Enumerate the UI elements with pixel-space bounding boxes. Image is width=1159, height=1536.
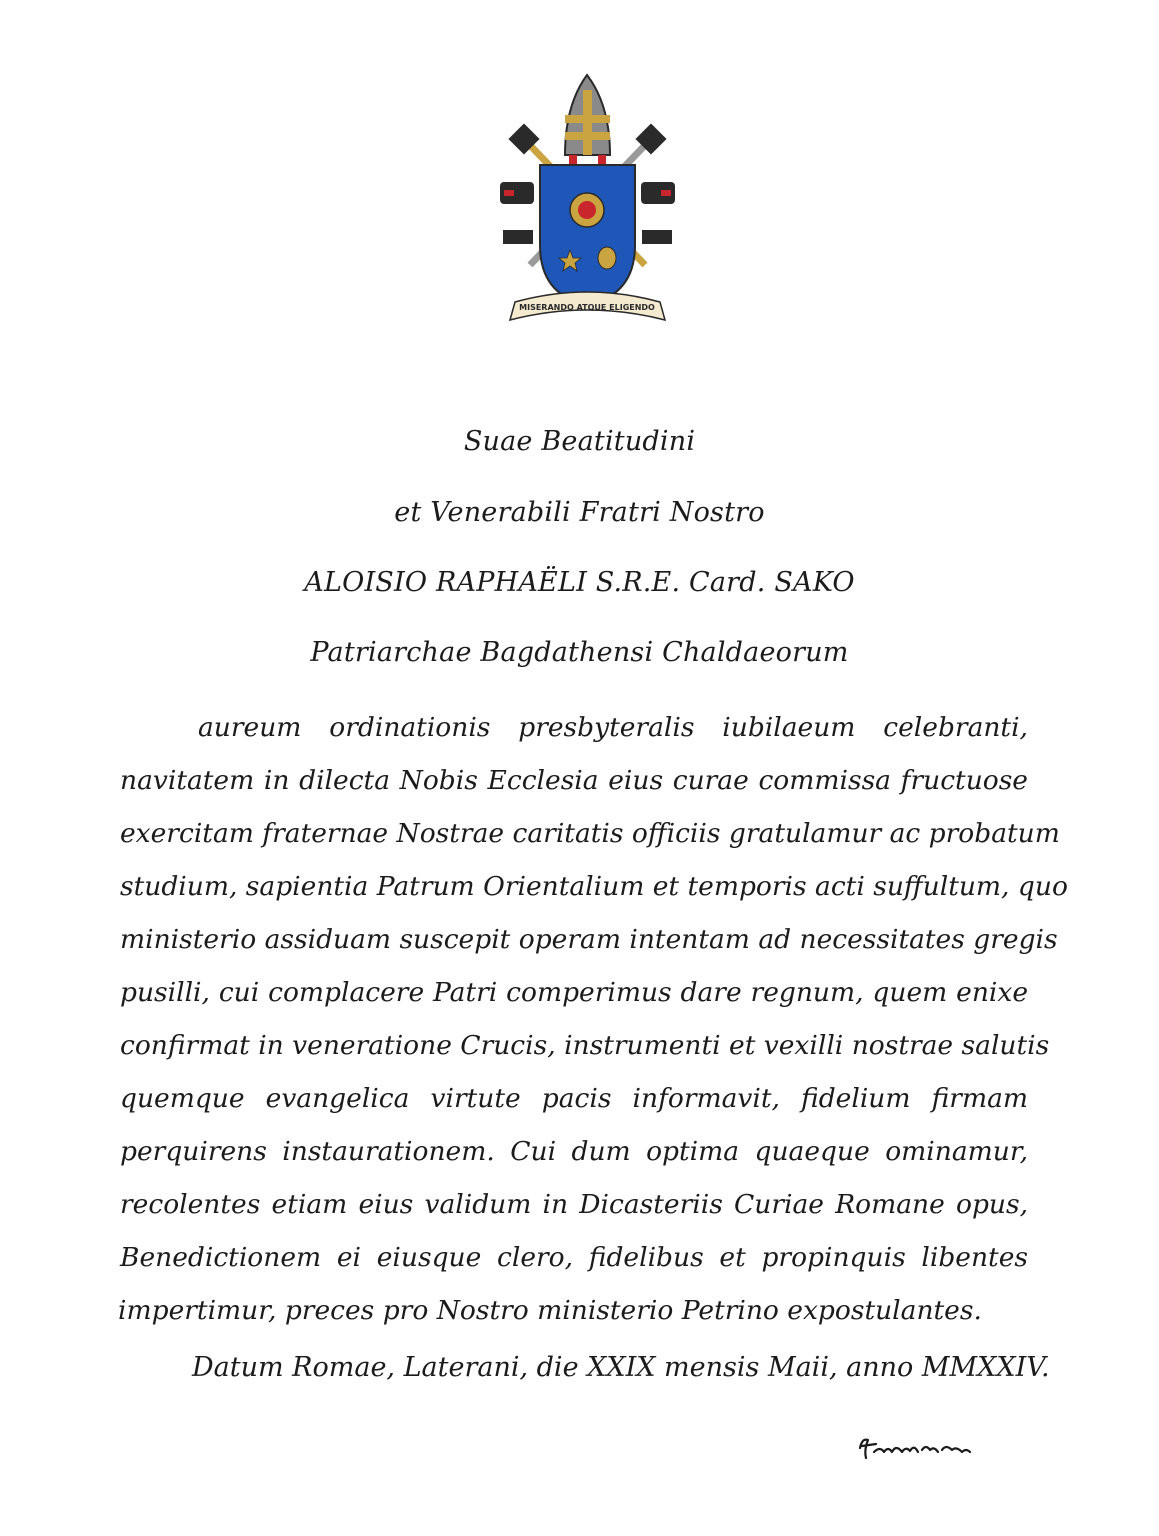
address-recipient-name: ALOISIO RAPHAËLI S.R.E. Card. SAKO bbox=[304, 567, 855, 598]
address-line-1: Suae Beatitudini bbox=[463, 426, 696, 457]
address-line-4: Patriarchae Bagdathensi Chaldaeorum bbox=[310, 637, 849, 668]
address-line-2: et Venerabili Fratri Nostro bbox=[394, 497, 765, 528]
body-line: ministerio assiduam suscepit operam intentam ad necessitates gregis bbox=[120, 924, 1058, 955]
dateline: Datum Romae, Laterani, die XXIX mensis Maii, anno MMXXIV. bbox=[192, 1352, 1050, 1383]
body-line: navitatem in dilecta Nobis Ecclesia eius curae commissa fructuose bbox=[120, 765, 1028, 796]
body-line: studium, sapientia Patrum Orientalium et temporis acti suffultum, quo bbox=[120, 871, 1068, 902]
papal-coat-of-arms bbox=[495, 70, 680, 335]
body-line: pusilli, cui complacere Patri comperimus dare regnum, quem enixe bbox=[120, 977, 1028, 1008]
body-line: confirmat in veneratione Crucis, instrumenti et vexilli nostrae salutis bbox=[120, 1030, 1050, 1061]
body-line-last: impertimur, preces pro Nostro ministerio Petrino expostulantes. bbox=[118, 1295, 982, 1326]
body-line: quemque evangelica virtute pacis informavit, fidelium firmam bbox=[120, 1083, 1028, 1114]
motto-ribbon bbox=[510, 292, 665, 320]
body-line: exercitam fraternae Nostrae caritatis officiis gratulamur ac probatum bbox=[120, 818, 1060, 849]
body-line: recolentes etiam eius validum in Dicasteriis Curiae Romane opus, bbox=[120, 1189, 1028, 1220]
body-line: Benedictionem ei eiusque clero, fidelibus et propinquis libentes bbox=[120, 1242, 1028, 1273]
signature-handwritten bbox=[850, 1420, 980, 1470]
shield-icon bbox=[540, 165, 635, 305]
body-line: aureum ordinationis presbyteralis iubilaeum celebranti, bbox=[198, 712, 1028, 743]
body-line: perquirens instaurationem. Cui dum optima quaeque ominamur, bbox=[120, 1136, 1028, 1167]
mitre-icon bbox=[565, 75, 610, 173]
motto-text: MISERANDO ATQUE ELIGENDO bbox=[519, 303, 655, 312]
